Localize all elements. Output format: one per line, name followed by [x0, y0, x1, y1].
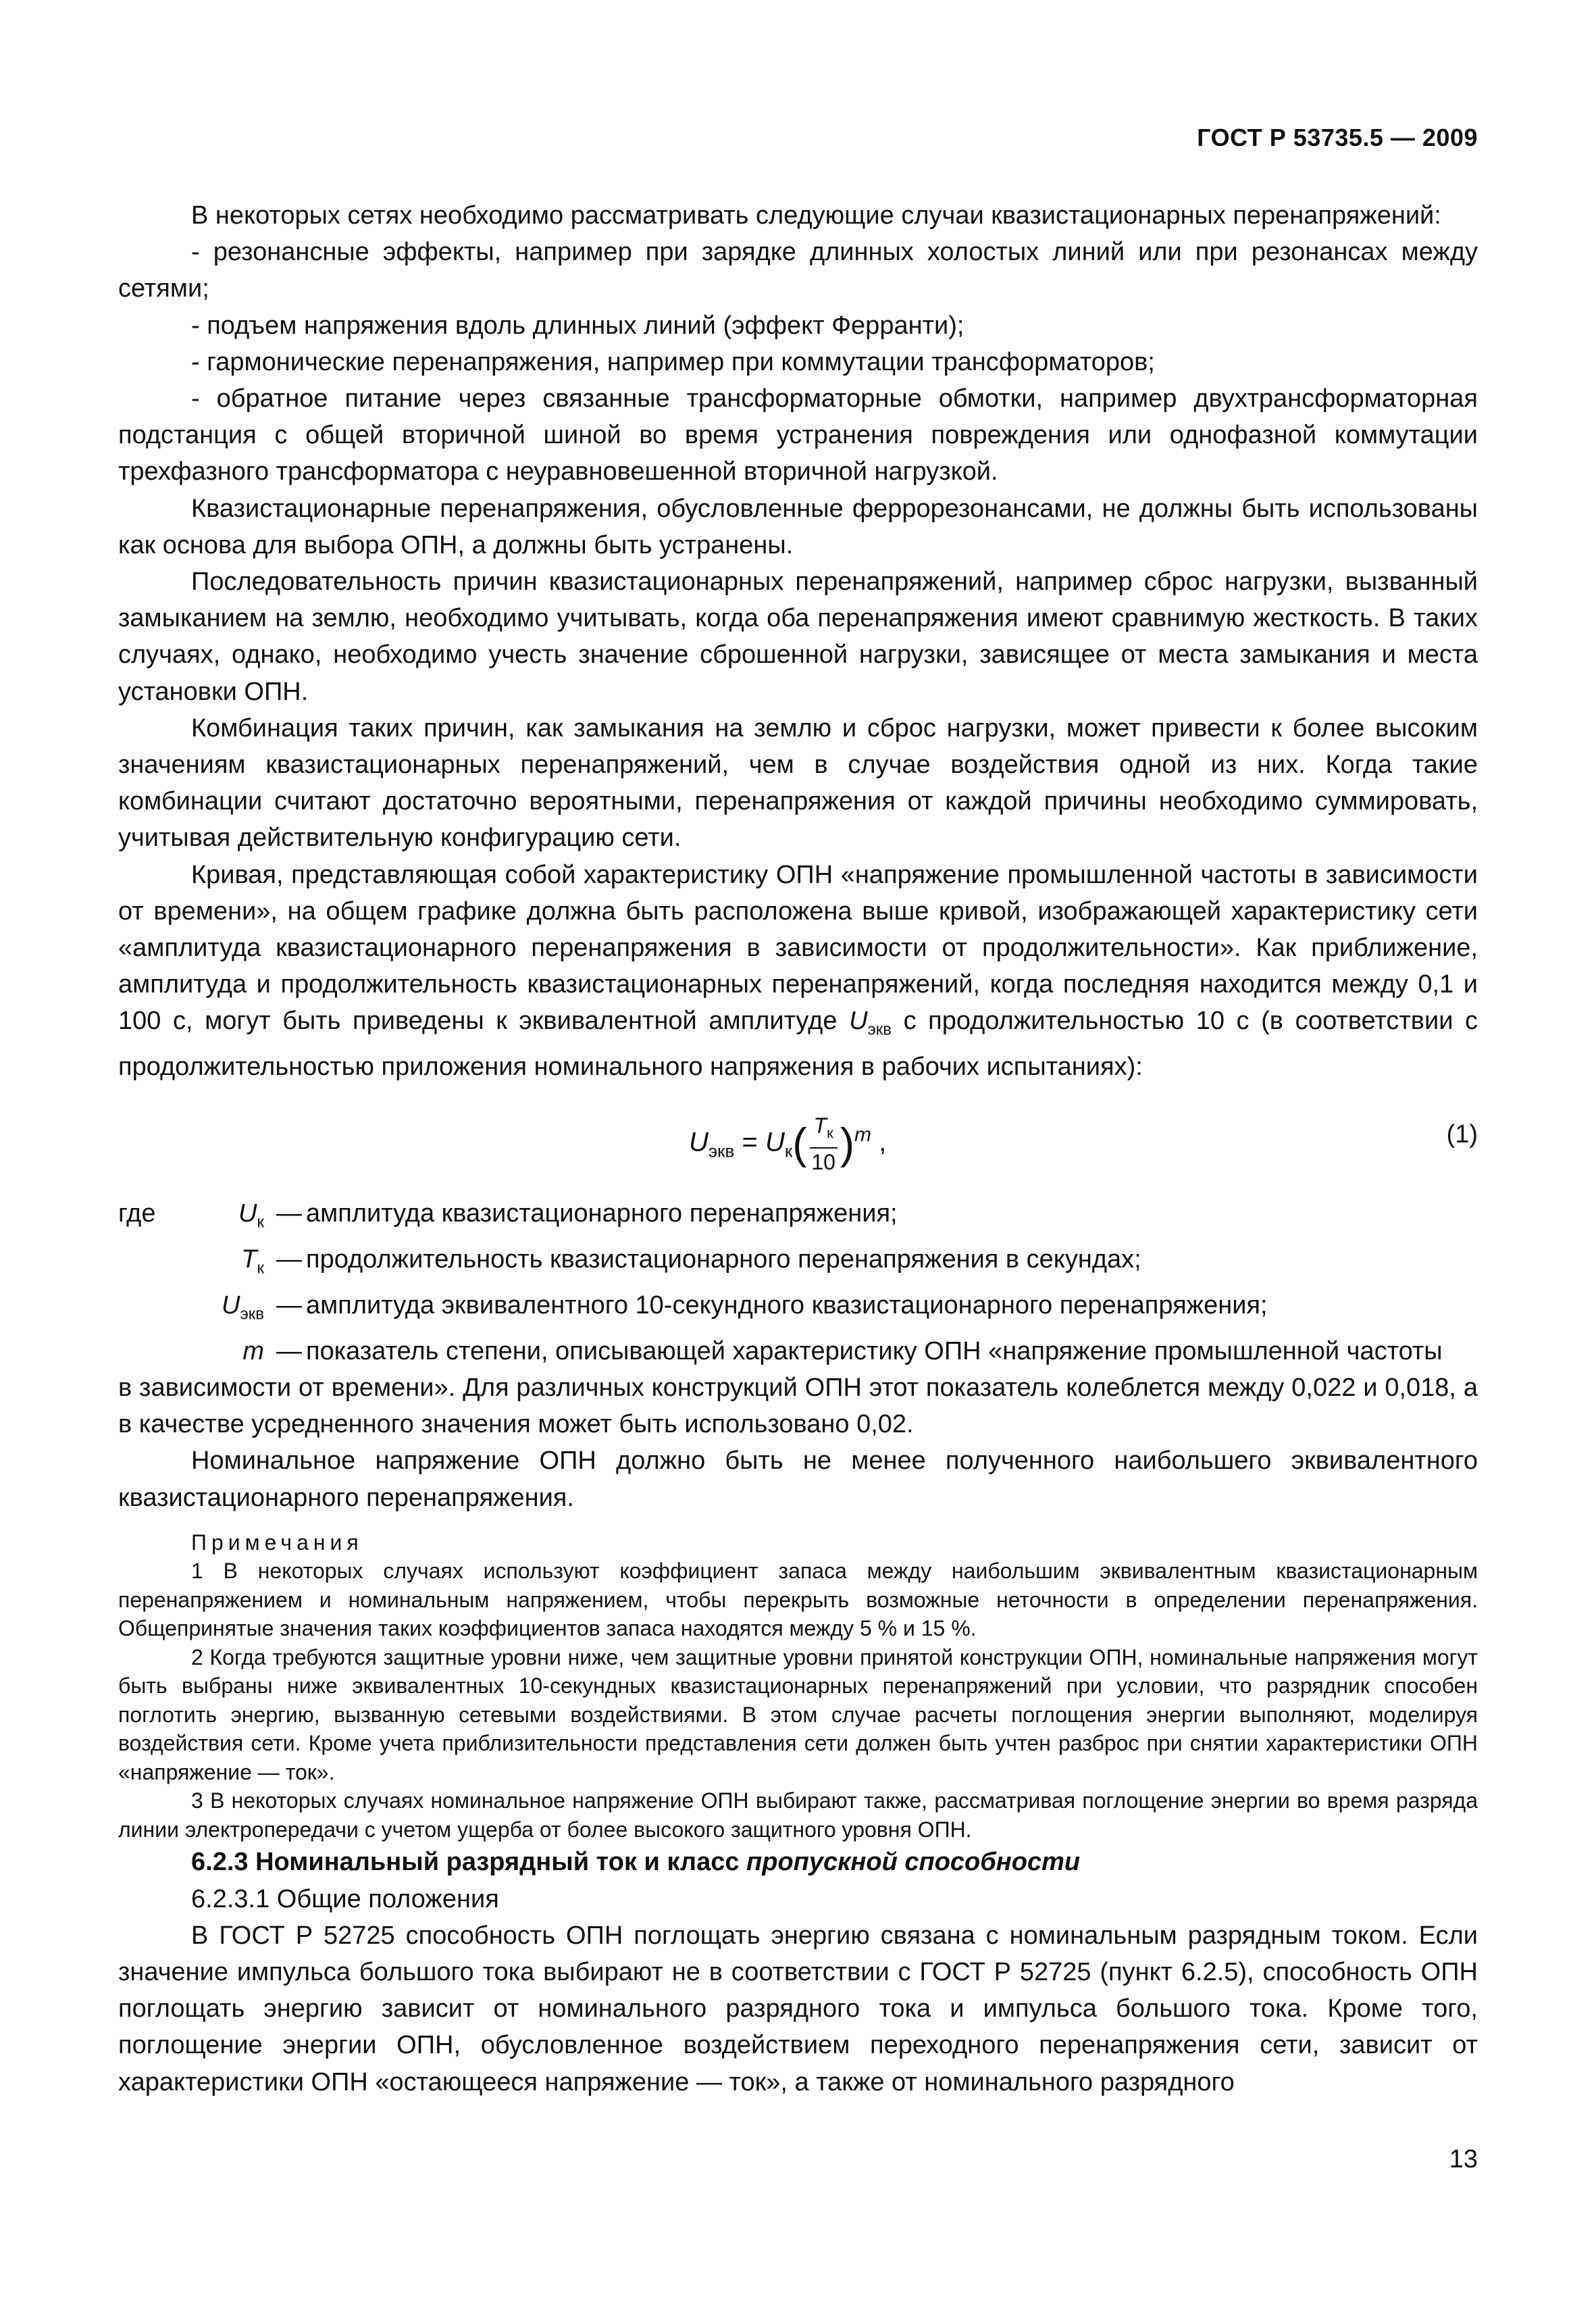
- formula-legend: [118, 1195, 1478, 1442]
- legend-lead: [118, 1195, 191, 1232]
- list-item: - подъем напряжения вдоль длинных линий (эффект Ферранти);: [191, 311, 964, 340]
- formula-rhs-sub: к: [784, 1140, 793, 1161]
- legend-symbol: [191, 1241, 272, 1287]
- section-heading-text: 6.2.3 Номинальный разрядный ток и класс: [191, 1848, 740, 1877]
- formula-exponent: m: [854, 1124, 872, 1147]
- legend-continuation: в зависимости от времени». Для различных конструкций ОПН этот показатель колеблется между 0,022 и 0,018, а в качестве усредненного значения может быть использовано 0,02.: [118, 1374, 1478, 1439]
- legend-row: [118, 1195, 1478, 1241]
- page-number: 13: [1449, 2145, 1478, 2173]
- legend-symbol-sub: к: [257, 1259, 264, 1278]
- formula-fraction: [810, 1112, 838, 1175]
- formula-expression: [689, 1112, 886, 1175]
- section-heading: [118, 1844, 1478, 1880]
- note-item: 1 В некоторых случаях используют коэффициент запаса между наибольшим эквивалентным квазистационарным перенапряжением и номинальным напряжением, чтобы перекрыть возможные неточности в определении перенапряжения. Общепринятые значения таких коэффициентов запаса находятся между 5 % и 15 %.: [118, 1559, 1478, 1641]
- legend-row: [118, 1333, 1478, 1369]
- paragraph: В ГОСТ Р 52725 способность ОПН поглощать энергию связана с номинальным разрядным током. Если значение импульса большого тока выбирают не в соответствии с ГОСТ Р 52725 (пункт 6.2.5), способность ОПН поглощать энергию зависит от номинального разрядного тока и импульса большого тока. Кроме того, поглощение энергии ОПН, обусловленное воздействием переходного перенапряжения сети, зависит от характеристики ОПН «остающееся напряжение — ток», а также от номинального разрядного: [118, 1921, 1478, 2096]
- legend-symbol: [191, 1333, 272, 1369]
- legend-symbol: [191, 1287, 272, 1333]
- note-item: 2 Когда требуются защитные уровни ниже, чем защитные уровни принятой конструкции ОПН, номинальные напряжения могут быть выбраны ниже эквивалентных 10-секундных квазистационарных перенапряжений при условии, что разрядник способен поглотить энергию, вызванную сетевыми воздействиями. В этом случае расчеты поглощения энергии выполняют, моделируя воздействия сети. Кроме учета приблизительности представления сети должен быть учтен разброс при снятии характеристики ОПН «напряжение — ток».: [118, 1644, 1478, 1784]
- formula-lhs: U: [689, 1127, 709, 1157]
- paragraph: Последовательность причин квазистационарных перенапряжений, например сброс нагрузки, вызванный замыканием на землю, необходимо учитывать, когда оба перенапряжения имеют сравнимую жесткость. В таких случаях, однако, необходимо учесть значение сброшенной нагрузки, зависящее от места замыкания и места установки ОПН.: [118, 568, 1478, 706]
- legend-dash: —: [276, 1336, 302, 1365]
- legend-definition: амплитуда эквивалентного 10-секундного квазистационарного перенапряжения;: [306, 1291, 1268, 1320]
- legend-symbol-sub: к: [257, 1213, 264, 1232]
- section-heading-italic: пропускной способности: [746, 1848, 1081, 1877]
- legend-row: [118, 1241, 1478, 1287]
- open-paren: (: [792, 1120, 807, 1169]
- legend-dash: —: [276, 1199, 302, 1228]
- fraction-denominator: 10: [811, 1149, 835, 1174]
- legend-symbol-char: U: [222, 1291, 240, 1320]
- paragraph-text: Кривая, представляющая собой характеристику ОПН «напряжение промышленной частоты в зависимости от времени», на общем графике должна быть расположена выше кривой, изображающей характеристику сети «амплитуда квазистационарного перенапряжения в зависимости от продолжительности». Как приближение, амплитуда и продолжительность квазистационарных перенапряжений, когда последняя находится между 0,1 и 100 с, могут быть приведены к эквивалентной амплитуде: [118, 860, 1478, 1036]
- u-symbol: U: [849, 1007, 868, 1036]
- legend-dash: —: [276, 1245, 302, 1274]
- list-item: - гармонические перенапряжения, например при коммутации трансформаторов;: [191, 347, 1155, 376]
- legend-symbol-sub: экв: [240, 1305, 264, 1324]
- legend-dash: —: [276, 1291, 302, 1320]
- legend-lead-word: где: [118, 1199, 156, 1228]
- fraction-numerator: [810, 1112, 838, 1148]
- formula-rhs: U: [765, 1127, 785, 1157]
- legend-row: [118, 1287, 1478, 1333]
- formula-number: (1): [1446, 1120, 1478, 1149]
- legend-symbol: [191, 1195, 272, 1241]
- formula-1: [118, 1097, 1478, 1188]
- page-body: [118, 197, 1478, 2101]
- list-item: - резонансные эффекты, например при зарядке длинных холостых линий или при резонансах между сетями;: [118, 238, 1478, 303]
- close-paren: ): [840, 1120, 855, 1169]
- legend-symbol-char: T: [241, 1245, 257, 1274]
- paragraph: В некоторых сетях необходимо рассматривать следующие случаи квазистационарных перенапряжений:: [191, 201, 1441, 230]
- numerator-symbol: T: [813, 1113, 827, 1138]
- formula-equals: =: [742, 1127, 758, 1157]
- formula-comma: ,: [879, 1127, 887, 1157]
- numerator-sub: к: [827, 1124, 833, 1142]
- paragraph: [118, 857, 1478, 1086]
- legend-definition: амплитуда квазистационарного перенапряжения;: [306, 1199, 898, 1228]
- ekv-subscript: экв: [867, 1021, 892, 1040]
- note-item: 3 В некоторых случаях номинальное напряжение ОПН выбирают также, рассматривая поглощение энергии во время разряда линии электропередачи с учетом ущерба от более высокого защитного уровня ОПН.: [118, 1788, 1478, 1842]
- legend-definition: продолжительность квазистационарного перенапряжения в секундах;: [306, 1245, 1141, 1274]
- paragraph: Квазистационарные перенапряжения, обусловленные феррорезонансами, не должны быть использованы как основа для выбора ОПН, а должны быть устранены.: [118, 494, 1478, 559]
- list-item: - обратное питание через связанные трансформаторные обмотки, например двухтрансформаторная подстанция с общей вторичной шиной во время устранения повреждения или однофазной коммутации трехфазного трансформатора с неуравновешенной вторичной нагрузкой.: [118, 384, 1478, 486]
- formula-lhs-sub: экв: [708, 1140, 735, 1161]
- paragraph-tail: с продолжительностью 10 с (в соответствии с продолжительностью приложения номинального напряжения в рабочих испытаниях):: [118, 1007, 1478, 1082]
- legend-definition: показатель степени, описывающей характеристику ОПН «напряжение промышленной частоты: [306, 1336, 1443, 1365]
- legend-symbol-char: m: [242, 1336, 264, 1365]
- subsection-heading: 6.2.3.1 Общие положения: [191, 1884, 499, 1913]
- paragraph: Номинальное напряжение ОПН должно быть не менее полученного наибольшего эквивалентного квазистационарного перенапряжения.: [118, 1447, 1478, 1512]
- page-header: ГОСТ Р 53735.5 — 2009: [1197, 124, 1478, 151]
- legend-symbol-char: U: [238, 1199, 257, 1228]
- notes-title: Примечания: [191, 1530, 363, 1555]
- paragraph: Комбинация таких причин, как замыкания на землю и сброс нагрузки, может привести к более высоким значениям квазистационарных перенапряжений, чем в случае воздействия одной из них. Когда такие комбинации считают достаточно вероятными, перенапряжения от каждой причины необходимо суммировать, учитывая действительную конфигурацию сети.: [118, 713, 1478, 853]
- notes-block: [118, 1528, 1478, 1844]
